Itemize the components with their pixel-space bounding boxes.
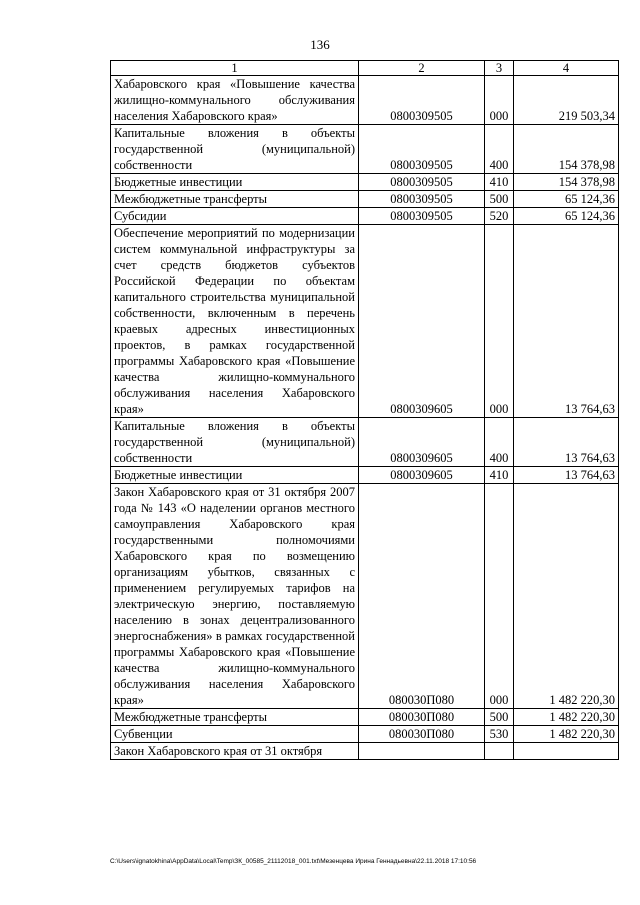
row-name: Обеспечение мероприятий по модернизации систем коммунальной инфраструктуры за счет средств бюджетов субъектов Российской Федерации по объектам капитального строительства муниципальной собственности, включенным в перечень краевых адресных инвестиционных проектов, в рамках государственной программы Хабаровского края «Повышение качества жилищно-коммунального обслуживания населения Хабаровского края» <box>111 225 359 418</box>
row-type: 400 <box>485 125 514 174</box>
table-row <box>111 726 619 743</box>
row-name: Закон Хабаровского края от 31 октября <box>111 743 359 760</box>
table-row <box>111 125 619 174</box>
row-sum <box>514 743 619 760</box>
row-sum: 13 764,63 <box>514 418 619 467</box>
row-sum: 154 378,98 <box>514 174 619 191</box>
row-type <box>485 743 514 760</box>
row-type: 520 <box>485 208 514 225</box>
row-type: 000 <box>485 225 514 418</box>
row-sum: 65 124,36 <box>514 208 619 225</box>
table-row <box>111 76 619 125</box>
row-name: Бюджетные инвестиции <box>111 467 359 484</box>
column-header: 2 <box>359 61 485 76</box>
row-type: 500 <box>485 191 514 208</box>
row-code: 0800309605 <box>359 225 485 418</box>
file-path-footer: C:\Users\ignatokhina\AppData\Local\Temp\ЗК_00585_21112018_001.txt\Мезенцева Ирина Геннадьевна\22.11.2018 17:10:56 <box>110 858 477 865</box>
row-sum: 219 503,34 <box>514 76 619 125</box>
column-header: 4 <box>514 61 619 76</box>
row-name: Межбюджетные трансферты <box>111 191 359 208</box>
row-sum: 65 124,36 <box>514 191 619 208</box>
table-header-row <box>111 61 619 76</box>
row-sum: 1 482 220,30 <box>514 484 619 709</box>
table-row <box>111 743 619 760</box>
row-name: Закон Хабаровского края от 31 октября 2007 года № 143 «О наделении органов местного самоуправления Хабаровского края государственными полномочиями Хабаровского края по возмещению организациям убытков, связанных с применением регулируемых тарифов на электрическую энергию, поставляемую населению в зонах децентрализованного энергоснабжения» в рамках государственной программы Хабаровского края «Повышение качества жилищно-коммунального обслуживания населения Хабаровского края» <box>111 484 359 709</box>
table-row <box>111 225 619 418</box>
row-name: Капитальные вложения в объекты государственной (муниципальной) собственности <box>111 418 359 467</box>
row-code: 080030П080 <box>359 726 485 743</box>
row-name: Субвенции <box>111 726 359 743</box>
row-name: Межбюджетные трансферты <box>111 709 359 726</box>
row-type: 410 <box>485 174 514 191</box>
row-code: 080030П080 <box>359 484 485 709</box>
row-code: 080030П080 <box>359 709 485 726</box>
row-sum: 154 378,98 <box>514 125 619 174</box>
row-name: Субсидии <box>111 208 359 225</box>
table-row <box>111 208 619 225</box>
table-row <box>111 418 619 467</box>
row-type: 400 <box>485 418 514 467</box>
row-type: 410 <box>485 467 514 484</box>
table-row <box>111 174 619 191</box>
row-code: 0800309605 <box>359 418 485 467</box>
row-code: 0800309505 <box>359 125 485 174</box>
table-row <box>111 191 619 208</box>
row-type: 000 <box>485 76 514 125</box>
budget-table <box>110 60 619 760</box>
row-type: 500 <box>485 709 514 726</box>
row-sum: 1 482 220,30 <box>514 709 619 726</box>
table-row <box>111 709 619 726</box>
row-code <box>359 743 485 760</box>
column-header: 1 <box>111 61 359 76</box>
row-code: 0800309505 <box>359 174 485 191</box>
row-sum: 13 764,63 <box>514 467 619 484</box>
row-name: Бюджетные инвестиции <box>111 174 359 191</box>
row-code: 0800309505 <box>359 76 485 125</box>
row-code: 0800309505 <box>359 208 485 225</box>
row-code: 0800309605 <box>359 467 485 484</box>
table-row <box>111 484 619 709</box>
row-sum: 1 482 220,30 <box>514 726 619 743</box>
row-code: 0800309505 <box>359 191 485 208</box>
row-name: Капитальные вложения в объекты государственной (муниципальной) собственности <box>111 125 359 174</box>
row-name: Хабаровского края «Повышение качества жилищно-коммунального обслуживания населения Хабаровского края» <box>111 76 359 125</box>
page-number: 136 <box>310 37 330 52</box>
row-type: 000 <box>485 484 514 709</box>
row-sum: 13 764,63 <box>514 225 619 418</box>
row-type: 530 <box>485 726 514 743</box>
table-row <box>111 467 619 484</box>
column-header: 3 <box>485 61 514 76</box>
